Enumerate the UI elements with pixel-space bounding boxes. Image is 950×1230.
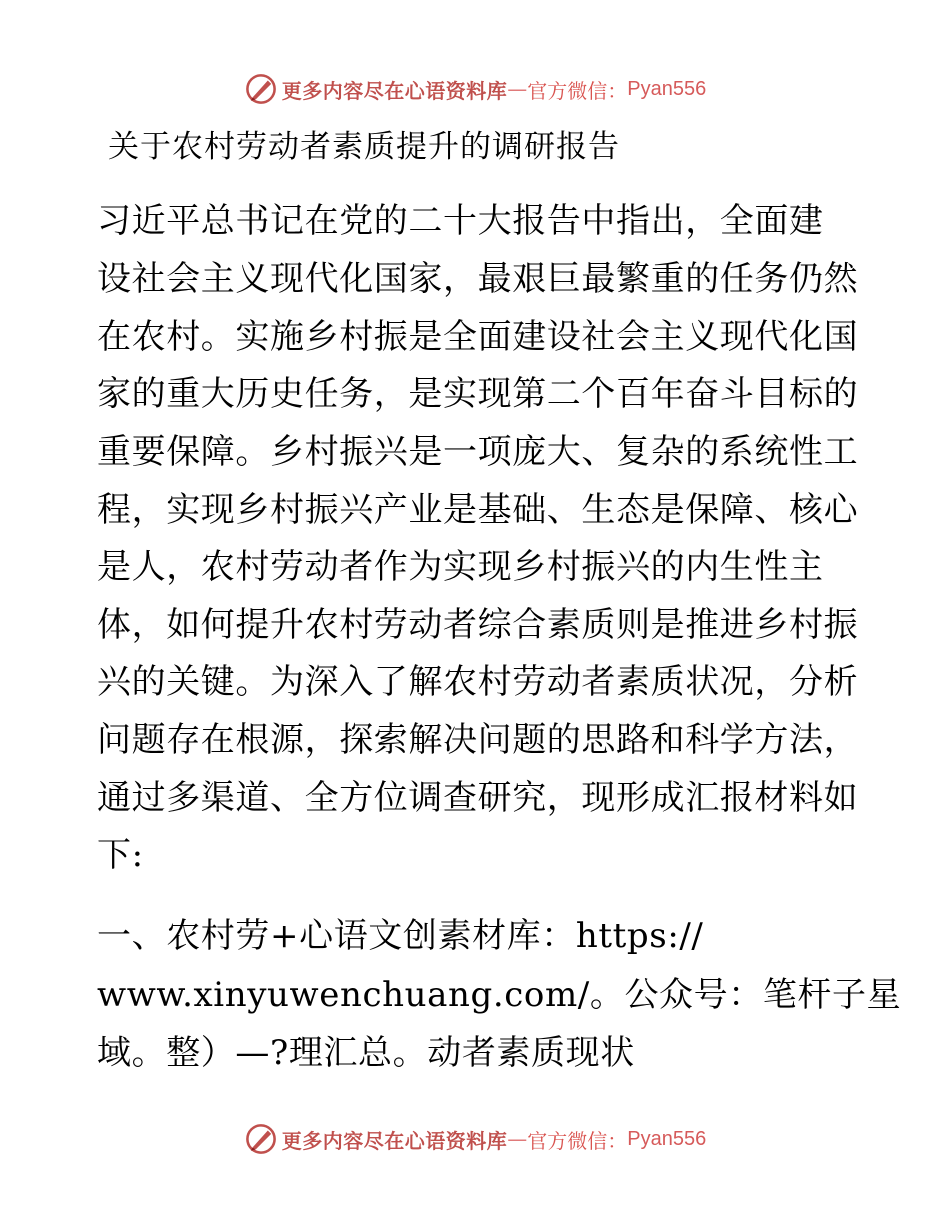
banner-wechat-id: Pyan556: [627, 77, 707, 100]
banner-site-text: 更多内容尽在心语资料库: [281, 1128, 508, 1153]
document-title: 关于农村劳动者素质提升的调研报告: [108, 129, 620, 165]
banner-dash: —: [507, 1127, 528, 1151]
body-line: 在农村。实施乡村振是全面建设社会主义现代化国: [97, 317, 859, 357]
banner-site-text: 更多内容尽在心语资料库: [281, 78, 508, 103]
body-line: 下:: [97, 835, 144, 875]
body-line: 习近平总书记在党的二十大报告中指出，全面建: [97, 201, 824, 241]
body-line: 通过多渠道、全方位调查研究，现形成汇报材料如: [97, 778, 859, 818]
banner-wechat-label: 官方微信：: [527, 1128, 628, 1153]
banner-wechat-id: Pyan556: [627, 1127, 707, 1150]
banner-wechat-label: 官方微信：: [527, 78, 628, 103]
body-line: 域。整）—?理汇总。动者素质现状: [97, 1033, 635, 1073]
body-line: 设社会主义现代化国家，最艰巨最繁重的任务仍然: [97, 259, 859, 299]
body-line: www.xinyuwenchuang.com/。公众号：笔杆子星: [97, 975, 902, 1015]
body-line: 程，实现乡村振兴产业是基础、生态是保障、核心: [97, 490, 859, 530]
pen-logo-icon: [244, 1122, 278, 1156]
body-line: 重要保障。乡村振兴是一项庞大、复杂的系统性工: [97, 432, 859, 472]
header-watermark: [0, 72, 950, 106]
footer-watermark: [0, 1122, 950, 1156]
pen-logo-icon: [244, 72, 278, 106]
body-line: 一、农村劳+心语文创素材库：https://: [97, 916, 704, 956]
body-line: 家的重大历史任务，是实现第二个百年奋斗目标的: [97, 374, 859, 414]
body-line: 兴的关键。为深入了解农村劳动者素质状况，分析: [97, 662, 859, 702]
body-line: 是人，农村劳动者作为实现乡村振兴的内生性主: [97, 547, 824, 587]
banner-dash: —: [507, 77, 528, 101]
body-line: 问题存在根源，探索解决问题的思路和科学方法，: [97, 720, 859, 760]
body-line: 体，如何提升农村劳动者综合素质则是推进乡村振: [97, 605, 859, 645]
